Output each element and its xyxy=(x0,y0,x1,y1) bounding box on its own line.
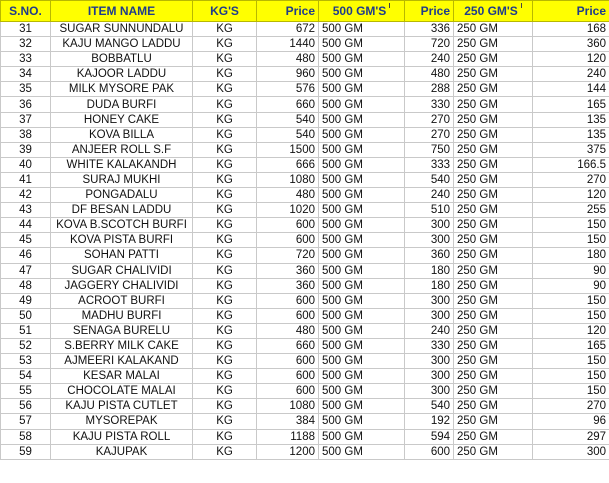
cell-250gm[interactable]: 250 GM xyxy=(454,399,533,414)
table-row xyxy=(1,414,609,429)
cell-250gm[interactable]: 250 GM xyxy=(454,218,533,233)
cell-item-name[interactable]: WHITE KALAKANDH xyxy=(51,157,193,172)
table-row xyxy=(1,157,609,172)
cell-250gm[interactable]: 250 GM xyxy=(454,97,533,112)
cell-price-250[interactable]: 120 xyxy=(533,323,609,338)
cell-sno[interactable]: 31 xyxy=(1,22,51,37)
cell-kg[interactable]: KG xyxy=(193,369,257,384)
cell-500gm[interactable]: 500 GM xyxy=(319,293,405,308)
cell-price-250[interactable]: 270 xyxy=(533,399,609,414)
table-row xyxy=(1,172,609,187)
cell-kg[interactable]: KG xyxy=(193,263,257,278)
cell-kg[interactable]: KG xyxy=(193,127,257,142)
cell-kg[interactable]: KG xyxy=(193,444,257,459)
cell-500gm[interactable]: 500 GM xyxy=(319,188,405,203)
cell-price-250[interactable]: 300 xyxy=(533,444,609,459)
cell-kg[interactable]: KG xyxy=(193,157,257,172)
cell-500gm[interactable]: 500 GM xyxy=(319,338,405,353)
cell-sno[interactable]: 59 xyxy=(1,444,51,459)
cell-500gm[interactable]: 500 GM xyxy=(319,37,405,52)
cell-250gm[interactable]: 250 GM xyxy=(454,354,533,369)
cell-250gm[interactable]: 250 GM xyxy=(454,384,533,399)
cell-sno[interactable]: 36 xyxy=(1,97,51,112)
cell-500gm[interactable]: 500 GM xyxy=(319,52,405,67)
cell-sno[interactable]: 55 xyxy=(1,384,51,399)
cell-price[interactable]: 672 xyxy=(257,22,319,37)
cell-500gm[interactable]: 500 GM xyxy=(319,82,405,97)
cell-500gm[interactable]: 500 GM xyxy=(319,263,405,278)
cell-sno[interactable]: 48 xyxy=(1,278,51,293)
cell-500gm[interactable]: 500 GM xyxy=(319,414,405,429)
cell-sno[interactable]: 52 xyxy=(1,338,51,353)
cell-item-name[interactable]: SENAGA BURELU xyxy=(51,323,193,338)
cell-price-250[interactable]: 135 xyxy=(533,112,609,127)
cell-price[interactable]: 600 xyxy=(257,354,319,369)
cell-250gm[interactable]: 250 GM xyxy=(454,188,533,203)
cell-item-name[interactable]: SOHAN PATTI xyxy=(51,248,193,263)
table-row xyxy=(1,112,609,127)
header-price[interactable]: Price xyxy=(257,1,319,22)
cell-price-250[interactable]: 135 xyxy=(533,127,609,142)
cell-250gm[interactable]: 250 GM xyxy=(454,157,533,172)
table-row xyxy=(1,278,609,293)
cell-250gm[interactable]: 250 GM xyxy=(454,429,533,444)
cell-250gm[interactable]: 250 GM xyxy=(454,82,533,97)
cell-500gm[interactable]: 500 GM xyxy=(319,218,405,233)
cell-item-name[interactable]: HONEY CAKE xyxy=(51,112,193,127)
cell-250gm[interactable]: 250 GM xyxy=(454,22,533,37)
cell-kg[interactable]: KG xyxy=(193,338,257,353)
cell-price[interactable]: 660 xyxy=(257,97,319,112)
cell-sno[interactable]: 50 xyxy=(1,308,51,323)
cell-price-500[interactable]: 540 xyxy=(405,172,454,187)
cell-price-500[interactable]: 330 xyxy=(405,97,454,112)
cell-price[interactable]: 720 xyxy=(257,248,319,263)
filter-marker-icon xyxy=(389,3,390,8)
cell-sno[interactable]: 56 xyxy=(1,399,51,414)
cell-price-250[interactable]: 144 xyxy=(533,82,609,97)
cell-price[interactable]: 960 xyxy=(257,67,319,82)
cell-kg[interactable]: KG xyxy=(193,429,257,444)
cell-price[interactable]: 600 xyxy=(257,218,319,233)
cell-price[interactable]: 600 xyxy=(257,369,319,384)
table-row xyxy=(1,399,609,414)
cell-500gm[interactable]: 500 GM xyxy=(319,67,405,82)
cell-price-500[interactable]: 336 xyxy=(405,22,454,37)
cell-price[interactable]: 600 xyxy=(257,308,319,323)
cell-price[interactable]: 600 xyxy=(257,233,319,248)
cell-sno[interactable]: 53 xyxy=(1,354,51,369)
cell-price[interactable]: 384 xyxy=(257,414,319,429)
cell-item-name[interactable]: KOVA BILLA xyxy=(51,127,193,142)
cell-price[interactable]: 540 xyxy=(257,127,319,142)
cell-price-500[interactable]: 180 xyxy=(405,278,454,293)
cell-price-250[interactable]: 297 xyxy=(533,429,609,444)
cell-price-250[interactable]: 360 xyxy=(533,37,609,52)
cell-250gm[interactable]: 250 GM xyxy=(454,67,533,82)
table-row xyxy=(1,188,609,203)
cell-250gm[interactable]: 250 GM xyxy=(454,112,533,127)
cell-price-500[interactable]: 540 xyxy=(405,399,454,414)
cell-price-250[interactable]: 150 xyxy=(533,308,609,323)
cell-kg[interactable]: KG xyxy=(193,203,257,218)
cell-sno[interactable]: 47 xyxy=(1,263,51,278)
cell-sno[interactable]: 58 xyxy=(1,429,51,444)
cell-price-500[interactable]: 270 xyxy=(405,112,454,127)
cell-250gm[interactable]: 250 GM xyxy=(454,369,533,384)
cell-500gm[interactable]: 500 GM xyxy=(319,22,405,37)
cell-price-250[interactable]: 165 xyxy=(533,338,609,353)
cell-price-500[interactable]: 240 xyxy=(405,188,454,203)
table-row xyxy=(1,233,609,248)
cell-price-500[interactable]: 270 xyxy=(405,127,454,142)
cell-price-500[interactable]: 480 xyxy=(405,67,454,82)
cell-kg[interactable]: KG xyxy=(193,233,257,248)
cell-sno[interactable]: 41 xyxy=(1,172,51,187)
cell-kg[interactable]: KG xyxy=(193,188,257,203)
cell-item-name[interactable]: MADHU BURFI xyxy=(51,308,193,323)
cell-price-250[interactable]: 150 xyxy=(533,218,609,233)
table-row xyxy=(1,263,609,278)
cell-item-name[interactable]: KOVA PISTA BURFI xyxy=(51,233,193,248)
cell-item-name[interactable]: BOBBATLU xyxy=(51,52,193,67)
cell-500gm[interactable]: 500 GM xyxy=(319,369,405,384)
cell-250gm[interactable]: 250 GM xyxy=(454,263,533,278)
cell-sno[interactable]: 43 xyxy=(1,203,51,218)
cell-kg[interactable]: KG xyxy=(193,218,257,233)
table-body xyxy=(1,22,609,460)
cell-sno[interactable]: 40 xyxy=(1,157,51,172)
cell-250gm[interactable]: 250 GM xyxy=(454,338,533,353)
cell-price-250[interactable]: 150 xyxy=(533,384,609,399)
cell-kg[interactable]: KG xyxy=(193,414,257,429)
cell-250gm[interactable]: 250 GM xyxy=(454,203,533,218)
cell-sno[interactable]: 42 xyxy=(1,188,51,203)
cell-price[interactable]: 1020 xyxy=(257,203,319,218)
cell-sno[interactable]: 46 xyxy=(1,248,51,263)
cell-kg[interactable]: KG xyxy=(193,384,257,399)
cell-price[interactable]: 480 xyxy=(257,188,319,203)
table-row xyxy=(1,338,609,353)
cell-500gm[interactable]: 500 GM xyxy=(319,172,405,187)
cell-price[interactable]: 600 xyxy=(257,293,319,308)
cell-item-name[interactable]: ACROOT BURFI xyxy=(51,293,193,308)
table-row xyxy=(1,308,609,323)
cell-item-name[interactable]: PONGADALU xyxy=(51,188,193,203)
cell-500gm[interactable]: 500 GM xyxy=(319,429,405,444)
cell-item-name[interactable]: SURAJ MUKHI xyxy=(51,172,193,187)
cell-price-250[interactable]: 166.5 xyxy=(533,157,609,172)
cell-500gm[interactable]: 500 GM xyxy=(319,127,405,142)
cell-kg[interactable]: KG xyxy=(193,278,257,293)
cell-price-500[interactable]: 360 xyxy=(405,248,454,263)
cell-sno[interactable]: 35 xyxy=(1,82,51,97)
cell-sno[interactable]: 54 xyxy=(1,369,51,384)
table-row xyxy=(1,97,609,112)
cell-price-500[interactable]: 240 xyxy=(405,52,454,67)
cell-kg[interactable]: KG xyxy=(193,37,257,52)
cell-500gm[interactable]: 500 GM xyxy=(319,384,405,399)
cell-item-name[interactable]: MYSOREPAK xyxy=(51,414,193,429)
cell-kg[interactable]: KG xyxy=(193,323,257,338)
table-row xyxy=(1,369,609,384)
cell-250gm[interactable]: 250 GM xyxy=(454,308,533,323)
header-500gm-label: 500 GM'S xyxy=(332,4,387,18)
cell-sno[interactable]: 39 xyxy=(1,142,51,157)
cell-kg[interactable]: KG xyxy=(193,172,257,187)
table-row xyxy=(1,293,609,308)
cell-price-500[interactable]: 300 xyxy=(405,233,454,248)
cell-item-name[interactable]: KAJU PISTA ROLL xyxy=(51,429,193,444)
cell-250gm[interactable]: 250 GM xyxy=(454,414,533,429)
cell-250gm[interactable]: 250 GM xyxy=(454,248,533,263)
cell-price-250[interactable]: 375 xyxy=(533,142,609,157)
cell-price[interactable]: 660 xyxy=(257,338,319,353)
table-row xyxy=(1,37,609,52)
cell-sno[interactable]: 57 xyxy=(1,414,51,429)
cell-price-500[interactable]: 288 xyxy=(405,82,454,97)
cell-price-250[interactable]: 150 xyxy=(533,354,609,369)
table-row xyxy=(1,203,609,218)
table-row xyxy=(1,142,609,157)
table-row xyxy=(1,323,609,338)
cell-price-500[interactable]: 594 xyxy=(405,429,454,444)
cell-price-250[interactable]: 150 xyxy=(533,369,609,384)
cell-250gm[interactable]: 250 GM xyxy=(454,444,533,459)
cell-500gm[interactable]: 500 GM xyxy=(319,308,405,323)
cell-500gm[interactable]: 500 GM xyxy=(319,97,405,112)
table-row xyxy=(1,218,609,233)
cell-price-250[interactable]: 90 xyxy=(533,278,609,293)
table-row xyxy=(1,22,609,37)
cell-price-500[interactable]: 300 xyxy=(405,354,454,369)
cell-price-250[interactable]: 150 xyxy=(533,233,609,248)
cell-item-name[interactable]: S.BERRY MILK CAKE xyxy=(51,338,193,353)
cell-sno[interactable]: 49 xyxy=(1,293,51,308)
cell-kg[interactable]: KG xyxy=(193,82,257,97)
cell-item-name[interactable]: ANJEER ROLL S.F xyxy=(51,142,193,157)
header-price-250[interactable]: Price xyxy=(533,1,609,22)
cell-500gm[interactable]: 500 GM xyxy=(319,354,405,369)
header-250gm[interactable] xyxy=(454,1,533,22)
cell-price-500[interactable]: 720 xyxy=(405,37,454,52)
cell-sno[interactable]: 34 xyxy=(1,67,51,82)
cell-250gm[interactable]: 250 GM xyxy=(454,172,533,187)
table-row xyxy=(1,429,609,444)
cell-price-500[interactable]: 300 xyxy=(405,384,454,399)
cell-500gm[interactable]: 500 GM xyxy=(319,323,405,338)
cell-kg[interactable]: KG xyxy=(193,22,257,37)
table-row xyxy=(1,444,609,459)
cell-price[interactable]: 1500 xyxy=(257,142,319,157)
table-row xyxy=(1,384,609,399)
cell-price-250[interactable]: 240 xyxy=(533,67,609,82)
cell-price-500[interactable]: 300 xyxy=(405,293,454,308)
cell-price-500[interactable]: 510 xyxy=(405,203,454,218)
cell-kg[interactable]: KG xyxy=(193,52,257,67)
cell-500gm[interactable]: 500 GM xyxy=(319,399,405,414)
cell-price-500[interactable]: 300 xyxy=(405,218,454,233)
cell-item-name[interactable]: DUDA BURFI xyxy=(51,97,193,112)
cell-price-250[interactable]: 150 xyxy=(533,293,609,308)
cell-price[interactable]: 1188 xyxy=(257,429,319,444)
cell-500gm[interactable]: 500 GM xyxy=(319,157,405,172)
cell-item-name[interactable]: KAJUPAK xyxy=(51,444,193,459)
cell-price-500[interactable]: 600 xyxy=(405,444,454,459)
cell-item-name[interactable]: KAJU PISTA CUTLET xyxy=(51,399,193,414)
cell-item-name[interactable]: KAJOOR LADDU xyxy=(51,67,193,82)
table-row xyxy=(1,52,609,67)
cell-price-250[interactable]: 180 xyxy=(533,248,609,263)
cell-price-500[interactable]: 330 xyxy=(405,338,454,353)
cell-kg[interactable]: KG xyxy=(193,97,257,112)
cell-price-250[interactable]: 90 xyxy=(533,263,609,278)
table-row xyxy=(1,354,609,369)
cell-250gm[interactable]: 250 GM xyxy=(454,52,533,67)
header-sno[interactable]: S.NO. xyxy=(1,1,51,22)
cell-price[interactable]: 1440 xyxy=(257,37,319,52)
header-price-500[interactable]: Price xyxy=(405,1,454,22)
cell-kg[interactable]: KG xyxy=(193,112,257,127)
cell-item-name[interactable]: KOVA B.SCOTCH BURFI xyxy=(51,218,193,233)
cell-500gm[interactable]: 500 GM xyxy=(319,112,405,127)
cell-500gm[interactable]: 500 GM xyxy=(319,142,405,157)
cell-price[interactable]: 540 xyxy=(257,112,319,127)
cell-price[interactable]: 360 xyxy=(257,278,319,293)
cell-price[interactable]: 1080 xyxy=(257,172,319,187)
header-row xyxy=(1,1,609,22)
cell-500gm[interactable]: 500 GM xyxy=(319,233,405,248)
cell-price[interactable]: 666 xyxy=(257,157,319,172)
cell-sno[interactable]: 44 xyxy=(1,218,51,233)
cell-item-name[interactable]: AJMEERI KALAKAND xyxy=(51,354,193,369)
cell-item-name[interactable]: MILK MYSORE PAK xyxy=(51,82,193,97)
filter-marker-icon xyxy=(521,3,522,8)
cell-kg[interactable]: KG xyxy=(193,308,257,323)
cell-kg[interactable]: KG xyxy=(193,354,257,369)
cell-item-name[interactable]: CHOCOLATE MALAI xyxy=(51,384,193,399)
cell-price-250[interactable]: 120 xyxy=(533,52,609,67)
cell-price-500[interactable]: 750 xyxy=(405,142,454,157)
cell-250gm[interactable]: 250 GM xyxy=(454,323,533,338)
cell-kg[interactable]: KG xyxy=(193,293,257,308)
cell-price-250[interactable]: 96 xyxy=(533,414,609,429)
cell-sno[interactable]: 37 xyxy=(1,112,51,127)
cell-250gm[interactable]: 250 GM xyxy=(454,37,533,52)
cell-500gm[interactable]: 500 GM xyxy=(319,444,405,459)
cell-price[interactable]: 600 xyxy=(257,384,319,399)
cell-price-500[interactable]: 333 xyxy=(405,157,454,172)
cell-price-500[interactable]: 300 xyxy=(405,308,454,323)
cell-price[interactable]: 480 xyxy=(257,323,319,338)
cell-kg[interactable]: KG xyxy=(193,248,257,263)
cell-sno[interactable]: 51 xyxy=(1,323,51,338)
cell-price[interactable]: 480 xyxy=(257,52,319,67)
cell-item-name[interactable]: SUGAR SUNNUNDALU xyxy=(51,22,193,37)
header-item-name[interactable]: ITEM NAME xyxy=(51,1,193,22)
cell-price[interactable]: 1200 xyxy=(257,444,319,459)
cell-price-250[interactable]: 255 xyxy=(533,203,609,218)
cell-250gm[interactable]: 250 GM xyxy=(454,278,533,293)
cell-sno[interactable]: 38 xyxy=(1,127,51,142)
cell-price-250[interactable]: 270 xyxy=(533,172,609,187)
cell-250gm[interactable]: 250 GM xyxy=(454,142,533,157)
cell-price-250[interactable]: 168 xyxy=(533,22,609,37)
cell-price-500[interactable]: 180 xyxy=(405,263,454,278)
table-row xyxy=(1,248,609,263)
cell-price-250[interactable]: 165 xyxy=(533,97,609,112)
cell-kg[interactable]: KG xyxy=(193,67,257,82)
cell-price-500[interactable]: 300 xyxy=(405,369,454,384)
cell-sno[interactable]: 32 xyxy=(1,37,51,52)
header-kgs[interactable]: KG'S xyxy=(193,1,257,22)
cell-price[interactable]: 1080 xyxy=(257,399,319,414)
cell-500gm[interactable]: 500 GM xyxy=(319,278,405,293)
cell-item-name[interactable]: JAGGERY CHALIVIDI xyxy=(51,278,193,293)
cell-sno[interactable]: 33 xyxy=(1,52,51,67)
cell-price-500[interactable]: 240 xyxy=(405,323,454,338)
cell-price[interactable]: 360 xyxy=(257,263,319,278)
cell-kg[interactable]: KG xyxy=(193,142,257,157)
cell-item-name[interactable]: SUGAR CHALIVIDI xyxy=(51,263,193,278)
cell-500gm[interactable]: 500 GM xyxy=(319,203,405,218)
cell-sno[interactable]: 45 xyxy=(1,233,51,248)
cell-500gm[interactable]: 500 GM xyxy=(319,248,405,263)
table-row xyxy=(1,67,609,82)
cell-price-250[interactable]: 120 xyxy=(533,188,609,203)
cell-item-name[interactable]: DF BESAN LADDU xyxy=(51,203,193,218)
table-row xyxy=(1,82,609,97)
cell-kg[interactable]: KG xyxy=(193,399,257,414)
cell-item-name[interactable]: KAJU MANGO LADDU xyxy=(51,37,193,52)
table-row xyxy=(1,127,609,142)
cell-price[interactable]: 576 xyxy=(257,82,319,97)
header-500gm[interactable] xyxy=(319,1,405,22)
cell-price-500[interactable]: 192 xyxy=(405,414,454,429)
cell-250gm[interactable]: 250 GM xyxy=(454,293,533,308)
cell-item-name[interactable]: KESAR MALAI xyxy=(51,369,193,384)
cell-250gm[interactable]: 250 GM xyxy=(454,233,533,248)
header-250gm-label: 250 GM'S xyxy=(464,4,518,18)
cell-250gm[interactable]: 250 GM xyxy=(454,127,533,142)
